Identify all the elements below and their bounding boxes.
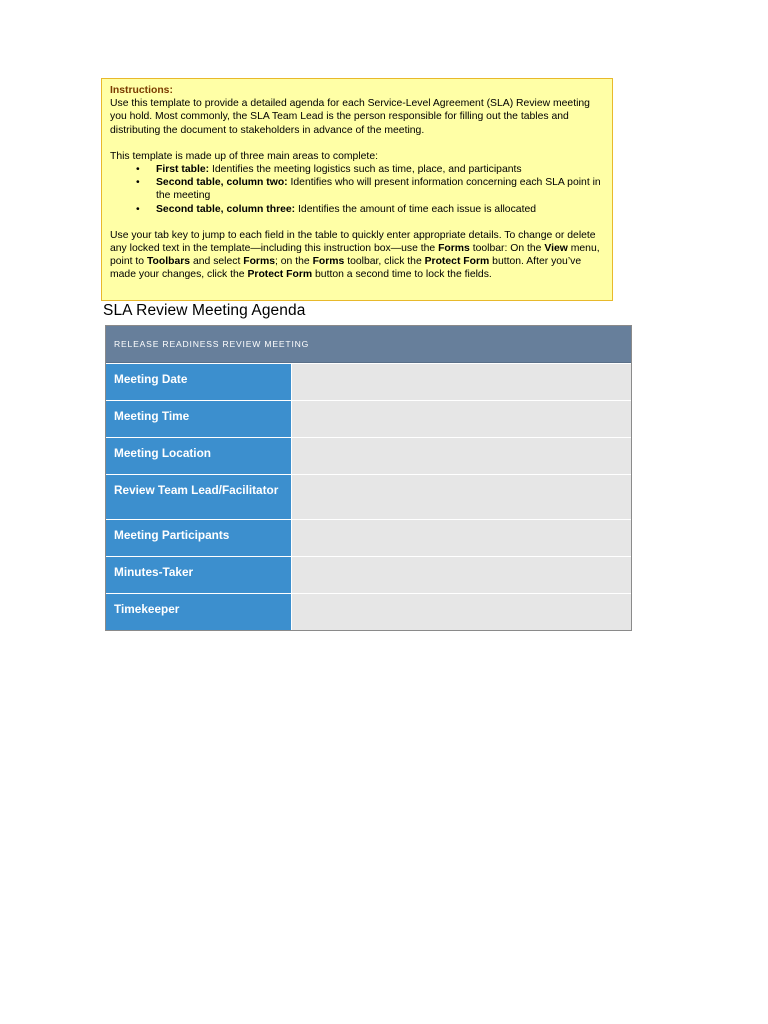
list-item xyxy=(136,176,606,202)
list-item-text: Identifies the meeting logistics such as time, place, and participants xyxy=(209,164,522,176)
meeting-participants-field[interactable] xyxy=(292,520,631,556)
row-label: Review Team Lead/Facilitator xyxy=(106,475,292,519)
row-label: Meeting Date xyxy=(106,364,292,400)
meeting-location-field[interactable] xyxy=(292,438,631,474)
table-row xyxy=(106,519,631,556)
bullet-icon: • xyxy=(136,164,140,176)
row-label: Meeting Location xyxy=(106,438,292,474)
instructions-tab-text: Use your tab key to jump to each field in the table to quickly enter appropriate details. To change or delete any locked text in the template—including this instruction box—use the Forms toolbar: On the View menu, point to Toolbars and select Forms; on the Forms toolbar, click the Protect Form button. After you’ve made your changes, click the Protect Form button a second time to lock the fields. xyxy=(110,229,600,281)
bullet-icon: • xyxy=(136,203,140,215)
instructions-intro: Use this template to provide a detailed agenda for each Service-Level Agreement (SLA) Review meeting you hold. Most commonly, the SLA Team Lead is the person responsible for filling out the tables and distributing the document to stakeholders in advance of the meeting. xyxy=(110,98,590,136)
table-row xyxy=(106,363,631,400)
instructions-list xyxy=(110,163,606,216)
list-item xyxy=(136,163,606,176)
bullet-icon: • xyxy=(136,177,140,189)
row-label: Timekeeper xyxy=(106,594,292,630)
timekeeper-field[interactable] xyxy=(292,594,631,630)
table-row xyxy=(106,593,631,630)
page-title-rest: Agenda xyxy=(247,302,306,319)
list-item-bold: Second table, column three: xyxy=(156,203,296,215)
spacer xyxy=(110,137,606,150)
instructions-areas-intro: This template is made up of three main areas to complete: xyxy=(110,150,378,162)
instructions-box xyxy=(101,78,613,301)
minutes-taker-field[interactable] xyxy=(292,557,631,593)
table-row xyxy=(106,400,631,437)
list-item xyxy=(136,203,606,216)
row-label: Meeting Time xyxy=(106,401,292,437)
table-row xyxy=(106,474,631,519)
review-team-lead-field[interactable] xyxy=(292,475,631,519)
instructions-title: Instructions: xyxy=(110,85,173,96)
row-label: Meeting Participants xyxy=(106,520,292,556)
table-row xyxy=(106,437,631,474)
page-title xyxy=(103,302,305,320)
spacer xyxy=(110,216,606,229)
page-title-main: SLA Review Meeting xyxy=(103,302,248,319)
meeting-time-field[interactable] xyxy=(292,401,631,437)
list-item-text: Identifies who will present information concerning each SLA point in the meeting xyxy=(156,177,601,202)
list-item-bold: Second table, column two: xyxy=(156,177,288,189)
agenda-header: RELEASE READINESS REVIEW MEETING xyxy=(106,326,631,363)
list-item-text: Identifies the amount of time each issue is allocated xyxy=(295,203,537,215)
meeting-date-field[interactable] xyxy=(292,364,631,400)
list-item-bold: First table: xyxy=(156,164,210,176)
row-label: Minutes-Taker xyxy=(106,557,292,593)
table-row xyxy=(106,556,631,593)
agenda-table xyxy=(105,325,632,631)
